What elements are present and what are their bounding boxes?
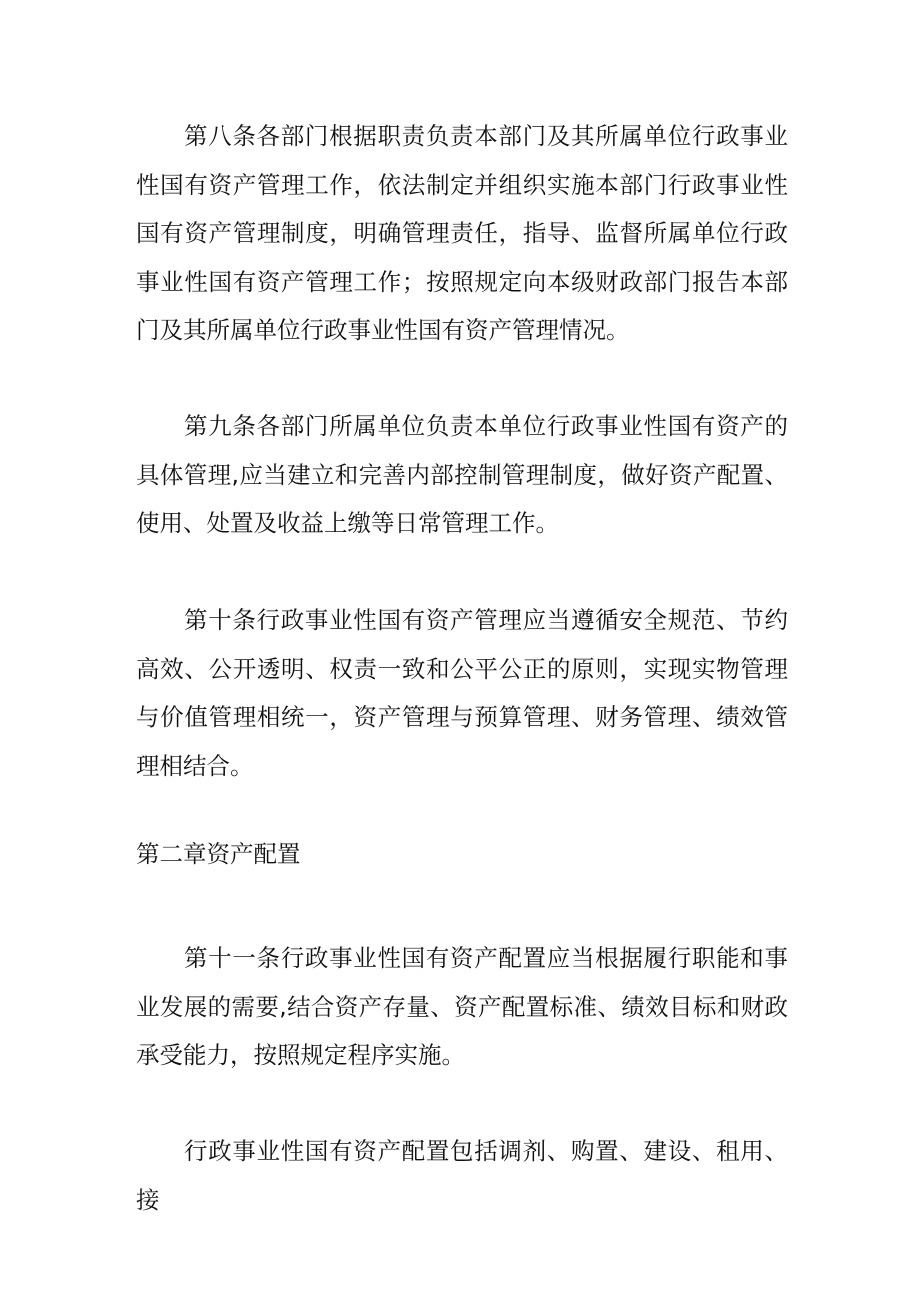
- article-10-paragraph: 第十条行政事业性国有资产管理应当遵循安全规范、节约高效、公开透明、权责一致和公平公正的原则，实现实物管理与价值管理相统一，资产管理与预算管理、财务管理、绩效管理相结合。: [136, 606, 788, 780]
- article-9-paragraph: 第九条各部门所属单位负责本单位行政事业性国有资产的具体管理,应当建立和完善内部控制管理制度，做好资产配置、使用、处置及收益上缴等日常管理工作。: [136, 412, 788, 537]
- chapter-heading: 第二章资产配置: [136, 840, 301, 868]
- article-8-paragraph: 第八条各部门根据职责负责本部门及其所属单位行政事业性国有资产管理工作，依法制定并组织实施本部门行政事业性国有资产管理制度，明确管理责任，指导、监督所属单位行政事业性国有资产管理工作；按照规定向本级财政部门报告本部门及其所属单位行政事业性国有资产管理情况。: [136, 122, 788, 344]
- article-11-paragraph: 第十一条行政事业性国有资产配置应当根据履行职能和事业发展的需要,结合资产存量、资产配置标准、绩效目标和财政承受能力，按照规定程序实施。: [136, 944, 788, 1069]
- asset-allocation-paragraph: 行政事业性国有资产配置包括调剂、购置、建设、租用、接: [136, 1137, 788, 1214]
